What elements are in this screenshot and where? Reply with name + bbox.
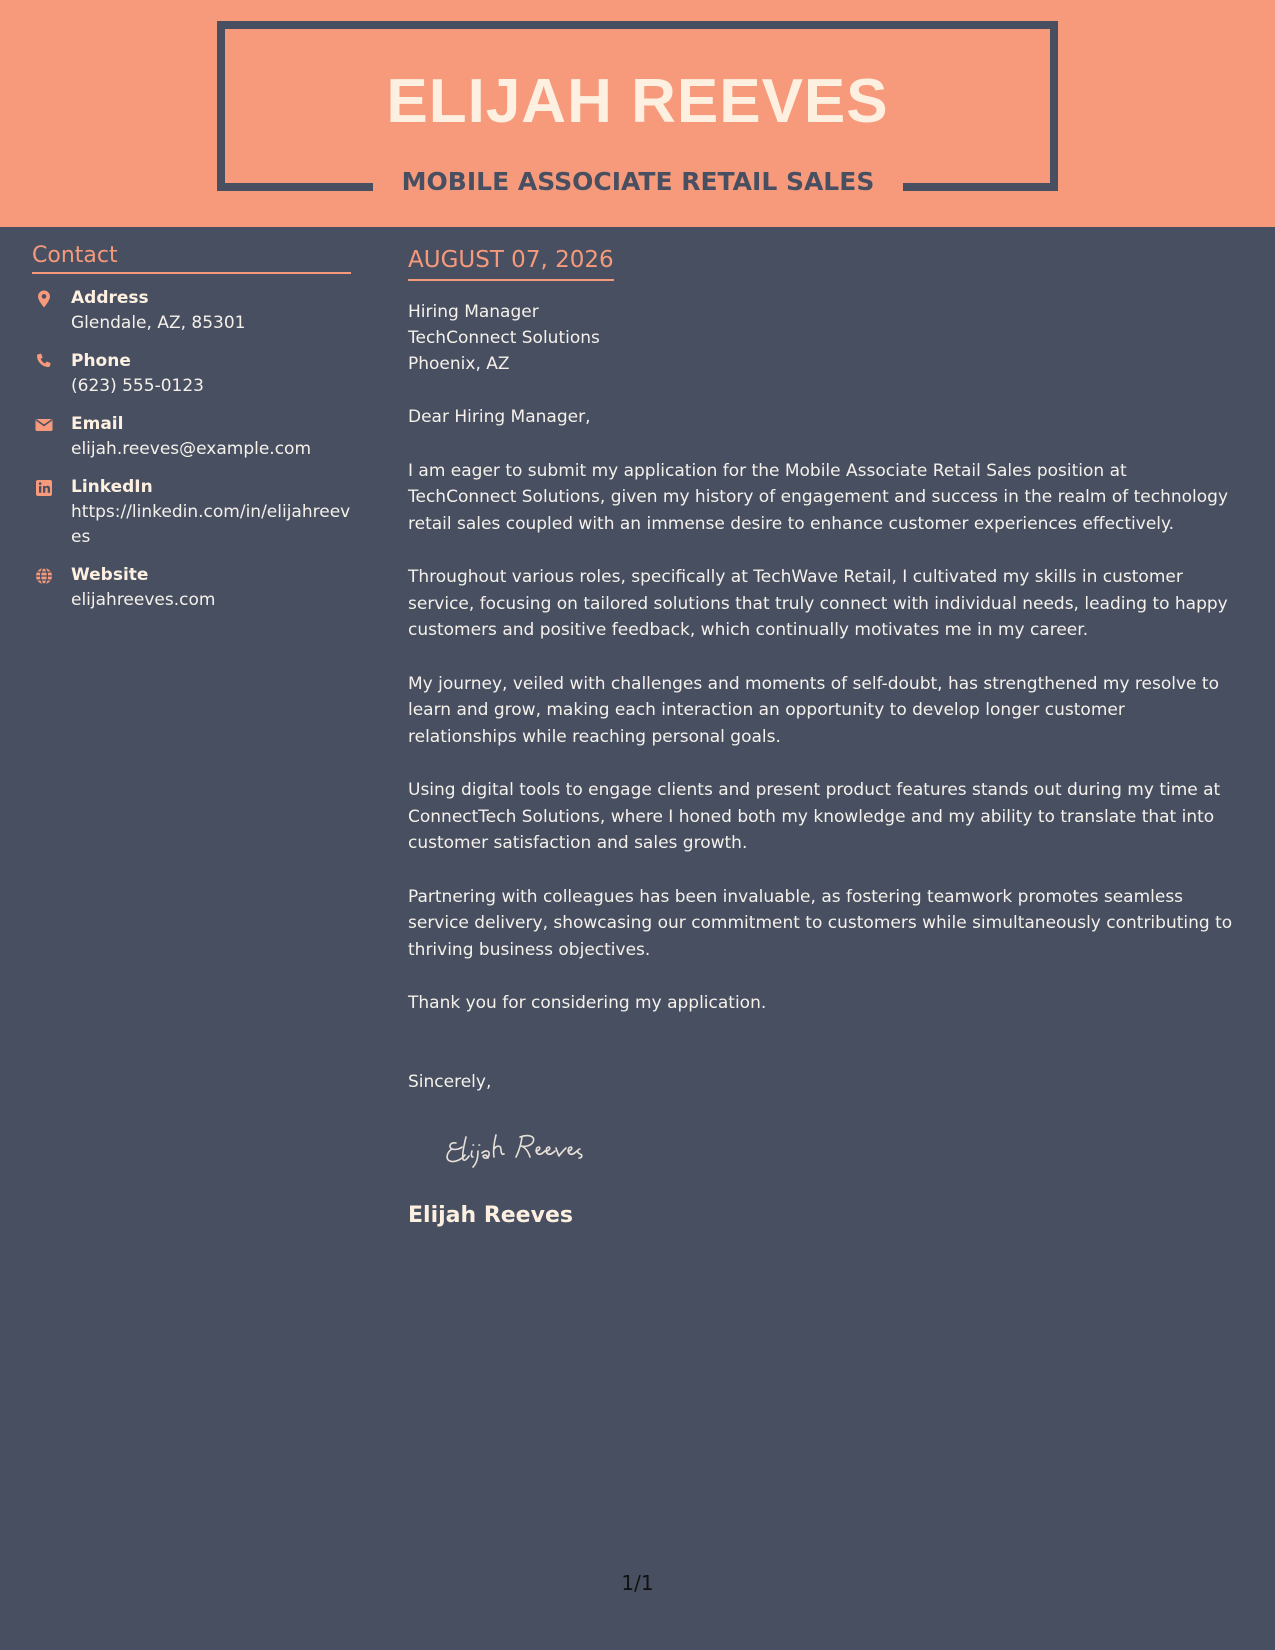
frame-border-bottom-left xyxy=(217,183,373,191)
closing: Sincerely, xyxy=(408,1071,492,1092)
recipient-block xyxy=(408,299,1238,377)
salutation: Dear Hiring Manager, xyxy=(408,407,591,427)
globe-icon xyxy=(34,566,54,586)
frame-border-top xyxy=(217,21,1058,29)
thank-you-line: Thank you for considering my application. xyxy=(408,993,767,1013)
linkedin-icon xyxy=(34,478,54,498)
contact-item-linkedin xyxy=(32,475,351,550)
contact-label: Phone xyxy=(71,351,131,371)
letter-body xyxy=(408,245,1238,1231)
contact-value: https://linkedin.com/in/elijahreeves xyxy=(71,502,351,547)
frame-border-bottom-right xyxy=(903,183,1058,191)
contact-value: (623) 555-0123 xyxy=(71,376,204,396)
contact-label: LinkedIn xyxy=(71,477,153,497)
recipient-line: TechConnect Solutions xyxy=(408,328,600,348)
applicant-name: ELIJAH REEVES xyxy=(386,67,889,136)
body-paragraph: Partnering with colleagues has been invaluable, as fostering teamwork promotes seamless service delivery, showcasing our commitment to customers while simultaneously contributing to thriving business objectives. xyxy=(408,886,1233,960)
contact-value: elijah.reeves@example.com xyxy=(71,439,312,459)
page-number: 1/1 xyxy=(621,1571,654,1595)
recipient-line: Phoenix, AZ xyxy=(408,354,510,374)
handwritten-signature xyxy=(442,1127,642,1175)
contact-sidebar xyxy=(32,242,351,626)
body-paragraph: Throughout various roles, specifically at TechWave Retail, I cultivated my skills in customer service, focusing on tailored solutions that truly connect with individual needs, leading to happy customers and positive feedback, which continually motivates me in my career. xyxy=(408,567,1228,640)
contact-item-website xyxy=(32,563,351,613)
body-paragraph: I am eager to submit my application for the Mobile Associate Retail Sales position at TechConnect Solutions, given my history of engagement and success in the realm of technology retail sales coupled with an immense desire to enhance customer experiences effectively. xyxy=(408,460,1229,534)
contact-label: Email xyxy=(71,414,124,434)
body-paragraph: My journey, veiled with challenges and moments of self-doubt, has strengthened my resolve to learn and grow, making each interaction an opportunity to develop longer customer relationships while reaching personal goals. xyxy=(408,673,1219,747)
envelope-icon xyxy=(34,415,54,435)
contact-heading: Contact xyxy=(32,242,351,274)
body-paragraph: Using digital tools to engage clients and present product features stands out during my time at ConnectTech Solutions, where I honed both my knowledge and my ability to translate that into customer satisfaction and sales growth. xyxy=(408,780,1221,853)
contact-item-address xyxy=(32,286,351,336)
phone-icon xyxy=(34,352,54,372)
contact-label: Address xyxy=(71,288,149,308)
header-banner xyxy=(0,0,1275,227)
contact-item-email xyxy=(32,412,351,462)
job-title: MOBILE ASSOCIATE RETAIL SALES xyxy=(401,167,875,196)
contact-item-phone xyxy=(32,349,351,399)
recipient-line: Hiring Manager xyxy=(408,302,539,322)
contact-value: Glendale, AZ, 85301 xyxy=(71,313,246,333)
contact-label: Website xyxy=(71,565,149,585)
signer-name: Elijah Reeves xyxy=(408,1203,573,1228)
map-pin-icon xyxy=(34,289,54,309)
contact-value: elijahreeves.com xyxy=(71,590,216,610)
letter-date: AUGUST 07, 2026 xyxy=(408,245,614,281)
contact-list xyxy=(32,286,351,613)
